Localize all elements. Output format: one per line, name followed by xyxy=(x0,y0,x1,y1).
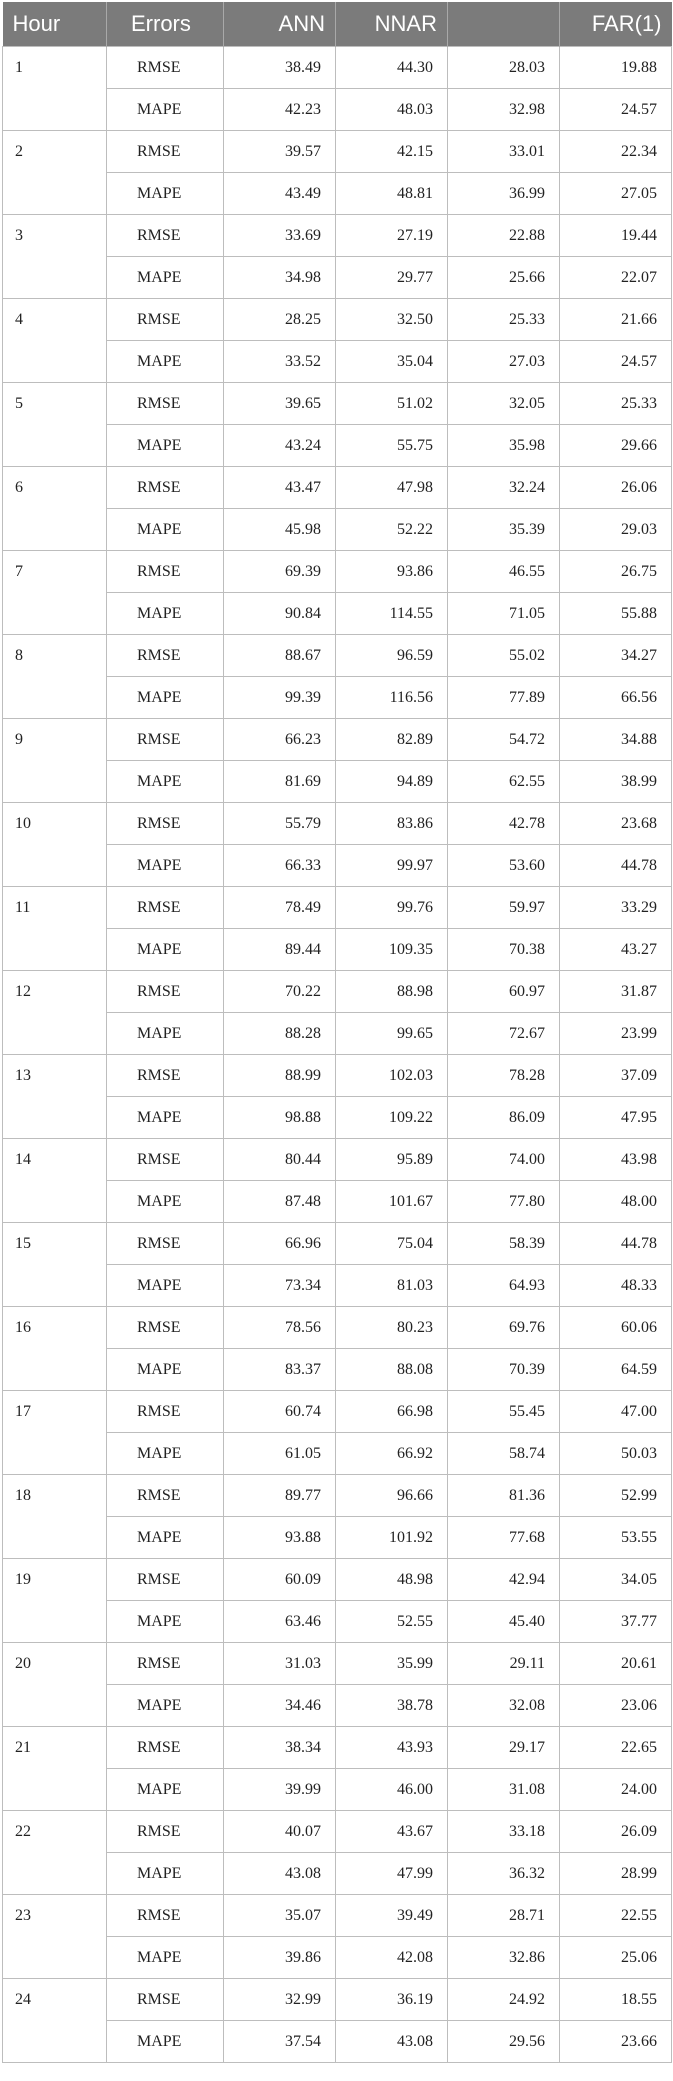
value-cell: 24.57 xyxy=(560,341,672,383)
value-cell: 60.97 xyxy=(448,971,560,1013)
error-table xyxy=(2,2,672,2063)
value-cell: 37.54 xyxy=(224,2021,336,2063)
table-header xyxy=(3,2,672,47)
value-cell: 32.50 xyxy=(336,299,448,341)
hour-cell: 24 xyxy=(3,1979,107,2063)
value-cell: 23.99 xyxy=(560,1013,672,1055)
error-type-cell: RMSE xyxy=(107,1307,224,1349)
value-cell: 26.75 xyxy=(560,551,672,593)
error-type-cell: RMSE xyxy=(107,131,224,173)
hour-cell: 12 xyxy=(3,971,107,1055)
value-cell: 24.00 xyxy=(560,1769,672,1811)
hour-cell: 1 xyxy=(3,47,107,131)
value-cell: 99.65 xyxy=(336,1013,448,1055)
value-cell: 31.87 xyxy=(560,971,672,1013)
table-row-rmse xyxy=(3,1727,672,1769)
value-cell: 60.74 xyxy=(224,1391,336,1433)
value-cell: 75.04 xyxy=(336,1223,448,1265)
table-row-rmse xyxy=(3,1979,672,2021)
value-cell: 81.36 xyxy=(448,1475,560,1517)
value-cell: 70.39 xyxy=(448,1349,560,1391)
error-type-cell: MAPE xyxy=(107,1517,224,1559)
table-row-rmse xyxy=(3,1559,672,1601)
error-type-cell: RMSE xyxy=(107,887,224,929)
table-row-rmse xyxy=(3,971,672,1013)
value-cell: 82.89 xyxy=(336,719,448,761)
value-cell: 53.55 xyxy=(560,1517,672,1559)
value-cell: 43.08 xyxy=(336,2021,448,2063)
value-cell: 36.19 xyxy=(336,1979,448,2021)
value-cell: 43.93 xyxy=(336,1727,448,1769)
value-cell: 39.86 xyxy=(224,1937,336,1979)
value-cell: 55.75 xyxy=(336,425,448,467)
value-cell: 38.49 xyxy=(224,47,336,89)
hour-cell: 4 xyxy=(3,299,107,383)
table-body xyxy=(3,47,672,2063)
value-cell: 36.32 xyxy=(448,1853,560,1895)
hour-cell: 8 xyxy=(3,635,107,719)
value-cell: 96.66 xyxy=(336,1475,448,1517)
value-cell: 44.78 xyxy=(560,845,672,887)
error-type-cell: MAPE xyxy=(107,677,224,719)
value-cell: 32.99 xyxy=(224,1979,336,2021)
value-cell: 74.00 xyxy=(448,1139,560,1181)
value-cell: 70.38 xyxy=(448,929,560,971)
value-cell: 66.23 xyxy=(224,719,336,761)
error-type-cell: MAPE xyxy=(107,1349,224,1391)
value-cell: 24.92 xyxy=(448,1979,560,2021)
value-cell: 93.88 xyxy=(224,1517,336,1559)
error-type-cell: MAPE xyxy=(107,845,224,887)
value-cell: 94.89 xyxy=(336,761,448,803)
hour-cell: 17 xyxy=(3,1391,107,1475)
value-cell: 48.33 xyxy=(560,1265,672,1307)
value-cell: 22.34 xyxy=(560,131,672,173)
value-cell: 29.17 xyxy=(448,1727,560,1769)
value-cell: 23.68 xyxy=(560,803,672,845)
header-far1: FAR(1) xyxy=(560,2,672,47)
value-cell: 72.67 xyxy=(448,1013,560,1055)
value-cell: 37.09 xyxy=(560,1055,672,1097)
value-cell: 43.08 xyxy=(224,1853,336,1895)
header-row xyxy=(3,2,672,47)
value-cell: 48.98 xyxy=(336,1559,448,1601)
value-cell: 29.66 xyxy=(560,425,672,467)
value-cell: 28.25 xyxy=(224,299,336,341)
value-cell: 88.08 xyxy=(336,1349,448,1391)
value-cell: 102.03 xyxy=(336,1055,448,1097)
error-type-cell: RMSE xyxy=(107,1727,224,1769)
value-cell: 83.86 xyxy=(336,803,448,845)
value-cell: 47.00 xyxy=(560,1391,672,1433)
value-cell: 40.07 xyxy=(224,1811,336,1853)
value-cell: 42.15 xyxy=(336,131,448,173)
value-cell: 52.55 xyxy=(336,1601,448,1643)
value-cell: 51.02 xyxy=(336,383,448,425)
hour-cell: 3 xyxy=(3,215,107,299)
value-cell: 28.99 xyxy=(560,1853,672,1895)
value-cell: 81.03 xyxy=(336,1265,448,1307)
error-type-cell: MAPE xyxy=(107,1097,224,1139)
value-cell: 42.78 xyxy=(448,803,560,845)
error-type-cell: RMSE xyxy=(107,551,224,593)
error-type-cell: MAPE xyxy=(107,173,224,215)
value-cell: 58.39 xyxy=(448,1223,560,1265)
header-blank xyxy=(448,2,560,47)
value-cell: 42.94 xyxy=(448,1559,560,1601)
value-cell: 55.79 xyxy=(224,803,336,845)
error-type-cell: RMSE xyxy=(107,1055,224,1097)
value-cell: 19.44 xyxy=(560,215,672,257)
value-cell: 47.98 xyxy=(336,467,448,509)
value-cell: 29.11 xyxy=(448,1643,560,1685)
table-row-rmse xyxy=(3,803,672,845)
value-cell: 35.39 xyxy=(448,509,560,551)
value-cell: 48.03 xyxy=(336,89,448,131)
error-type-cell: RMSE xyxy=(107,1223,224,1265)
error-type-cell: RMSE xyxy=(107,467,224,509)
error-type-cell: RMSE xyxy=(107,803,224,845)
value-cell: 29.03 xyxy=(560,509,672,551)
value-cell: 101.67 xyxy=(336,1181,448,1223)
table-row-rmse xyxy=(3,215,672,257)
value-cell: 22.07 xyxy=(560,257,672,299)
value-cell: 22.65 xyxy=(560,1727,672,1769)
value-cell: 55.02 xyxy=(448,635,560,677)
value-cell: 98.88 xyxy=(224,1097,336,1139)
value-cell: 96.59 xyxy=(336,635,448,677)
header-nnar: NNAR xyxy=(336,2,448,47)
value-cell: 50.03 xyxy=(560,1433,672,1475)
value-cell: 46.00 xyxy=(336,1769,448,1811)
value-cell: 69.76 xyxy=(448,1307,560,1349)
value-cell: 28.03 xyxy=(448,47,560,89)
table-row-rmse xyxy=(3,1895,672,1937)
value-cell: 34.98 xyxy=(224,257,336,299)
error-table-container xyxy=(2,2,671,2063)
value-cell: 109.35 xyxy=(336,929,448,971)
value-cell: 27.05 xyxy=(560,173,672,215)
table-row-rmse xyxy=(3,47,672,89)
value-cell: 32.24 xyxy=(448,467,560,509)
table-row-rmse xyxy=(3,299,672,341)
value-cell: 80.23 xyxy=(336,1307,448,1349)
value-cell: 83.37 xyxy=(224,1349,336,1391)
table-row-rmse xyxy=(3,1475,672,1517)
error-type-cell: RMSE xyxy=(107,299,224,341)
table-row-rmse xyxy=(3,719,672,761)
value-cell: 88.98 xyxy=(336,971,448,1013)
error-type-cell: MAPE xyxy=(107,509,224,551)
value-cell: 101.92 xyxy=(336,1517,448,1559)
value-cell: 34.88 xyxy=(560,719,672,761)
value-cell: 23.06 xyxy=(560,1685,672,1727)
value-cell: 25.66 xyxy=(448,257,560,299)
error-type-cell: MAPE xyxy=(107,1853,224,1895)
error-type-cell: RMSE xyxy=(107,1643,224,1685)
value-cell: 33.29 xyxy=(560,887,672,929)
value-cell: 59.97 xyxy=(448,887,560,929)
error-type-cell: RMSE xyxy=(107,1895,224,1937)
value-cell: 62.55 xyxy=(448,761,560,803)
error-type-cell: RMSE xyxy=(107,1139,224,1181)
value-cell: 99.76 xyxy=(336,887,448,929)
value-cell: 27.03 xyxy=(448,341,560,383)
value-cell: 53.60 xyxy=(448,845,560,887)
header-ann: ANN xyxy=(224,2,336,47)
value-cell: 33.18 xyxy=(448,1811,560,1853)
value-cell: 33.01 xyxy=(448,131,560,173)
value-cell: 48.81 xyxy=(336,173,448,215)
value-cell: 39.49 xyxy=(336,1895,448,1937)
error-type-cell: MAPE xyxy=(107,1937,224,1979)
value-cell: 89.44 xyxy=(224,929,336,971)
table-row-rmse xyxy=(3,1391,672,1433)
value-cell: 88.67 xyxy=(224,635,336,677)
error-type-cell: MAPE xyxy=(107,257,224,299)
value-cell: 54.72 xyxy=(448,719,560,761)
error-type-cell: RMSE xyxy=(107,1979,224,2021)
error-type-cell: RMSE xyxy=(107,1559,224,1601)
table-row-rmse xyxy=(3,1811,672,1853)
error-type-cell: RMSE xyxy=(107,1391,224,1433)
hour-cell: 15 xyxy=(3,1223,107,1307)
value-cell: 58.74 xyxy=(448,1433,560,1475)
error-type-cell: RMSE xyxy=(107,383,224,425)
error-type-cell: RMSE xyxy=(107,719,224,761)
value-cell: 32.98 xyxy=(448,89,560,131)
value-cell: 43.47 xyxy=(224,467,336,509)
value-cell: 77.89 xyxy=(448,677,560,719)
error-type-cell: RMSE xyxy=(107,971,224,1013)
value-cell: 87.48 xyxy=(224,1181,336,1223)
hour-cell: 14 xyxy=(3,1139,107,1223)
error-type-cell: MAPE xyxy=(107,1769,224,1811)
value-cell: 60.09 xyxy=(224,1559,336,1601)
value-cell: 25.33 xyxy=(448,299,560,341)
error-type-cell: MAPE xyxy=(107,1685,224,1727)
value-cell: 31.08 xyxy=(448,1769,560,1811)
table-row-rmse xyxy=(3,635,672,677)
value-cell: 77.68 xyxy=(448,1517,560,1559)
value-cell: 95.89 xyxy=(336,1139,448,1181)
table-row-rmse xyxy=(3,1643,672,1685)
value-cell: 77.80 xyxy=(448,1181,560,1223)
value-cell: 22.88 xyxy=(448,215,560,257)
hour-cell: 7 xyxy=(3,551,107,635)
value-cell: 90.84 xyxy=(224,593,336,635)
error-type-cell: RMSE xyxy=(107,635,224,677)
value-cell: 29.56 xyxy=(448,2021,560,2063)
value-cell: 35.07 xyxy=(224,1895,336,1937)
table-row-rmse xyxy=(3,383,672,425)
value-cell: 33.52 xyxy=(224,341,336,383)
table-row-rmse xyxy=(3,1139,672,1181)
value-cell: 73.34 xyxy=(224,1265,336,1307)
value-cell: 99.39 xyxy=(224,677,336,719)
error-type-cell: MAPE xyxy=(107,89,224,131)
value-cell: 43.49 xyxy=(224,173,336,215)
value-cell: 63.46 xyxy=(224,1601,336,1643)
value-cell: 88.28 xyxy=(224,1013,336,1055)
value-cell: 66.96 xyxy=(224,1223,336,1265)
value-cell: 93.86 xyxy=(336,551,448,593)
value-cell: 86.09 xyxy=(448,1097,560,1139)
value-cell: 42.23 xyxy=(224,89,336,131)
value-cell: 43.98 xyxy=(560,1139,672,1181)
value-cell: 18.55 xyxy=(560,1979,672,2021)
value-cell: 78.56 xyxy=(224,1307,336,1349)
value-cell: 66.33 xyxy=(224,845,336,887)
value-cell: 55.45 xyxy=(448,1391,560,1433)
value-cell: 34.27 xyxy=(560,635,672,677)
value-cell: 64.93 xyxy=(448,1265,560,1307)
table-row-rmse xyxy=(3,1055,672,1097)
hour-cell: 16 xyxy=(3,1307,107,1391)
value-cell: 25.06 xyxy=(560,1937,672,1979)
value-cell: 36.99 xyxy=(448,173,560,215)
value-cell: 32.08 xyxy=(448,1685,560,1727)
value-cell: 34.46 xyxy=(224,1685,336,1727)
value-cell: 46.55 xyxy=(448,551,560,593)
error-type-cell: MAPE xyxy=(107,2021,224,2063)
value-cell: 22.55 xyxy=(560,1895,672,1937)
value-cell: 35.99 xyxy=(336,1643,448,1685)
value-cell: 33.69 xyxy=(224,215,336,257)
value-cell: 78.49 xyxy=(224,887,336,929)
value-cell: 45.98 xyxy=(224,509,336,551)
error-type-cell: MAPE xyxy=(107,761,224,803)
value-cell: 26.06 xyxy=(560,467,672,509)
value-cell: 70.22 xyxy=(224,971,336,1013)
value-cell: 32.86 xyxy=(448,1937,560,1979)
hour-cell: 6 xyxy=(3,467,107,551)
value-cell: 24.57 xyxy=(560,89,672,131)
error-type-cell: RMSE xyxy=(107,1475,224,1517)
value-cell: 29.77 xyxy=(336,257,448,299)
value-cell: 78.28 xyxy=(448,1055,560,1097)
value-cell: 39.65 xyxy=(224,383,336,425)
value-cell: 37.77 xyxy=(560,1601,672,1643)
hour-cell: 13 xyxy=(3,1055,107,1139)
hour-cell: 5 xyxy=(3,383,107,467)
value-cell: 69.39 xyxy=(224,551,336,593)
value-cell: 89.77 xyxy=(224,1475,336,1517)
table-row-rmse xyxy=(3,131,672,173)
error-type-cell: RMSE xyxy=(107,1811,224,1853)
error-type-cell: MAPE xyxy=(107,1265,224,1307)
header-hour: Hour xyxy=(3,2,107,47)
value-cell: 66.56 xyxy=(560,677,672,719)
value-cell: 48.00 xyxy=(560,1181,672,1223)
table-row-rmse xyxy=(3,1223,672,1265)
hour-cell: 9 xyxy=(3,719,107,803)
value-cell: 28.71 xyxy=(448,1895,560,1937)
error-type-cell: MAPE xyxy=(107,1601,224,1643)
value-cell: 38.78 xyxy=(336,1685,448,1727)
value-cell: 55.88 xyxy=(560,593,672,635)
value-cell: 99.97 xyxy=(336,845,448,887)
value-cell: 66.98 xyxy=(336,1391,448,1433)
error-type-cell: RMSE xyxy=(107,47,224,89)
value-cell: 27.19 xyxy=(336,215,448,257)
error-type-cell: MAPE xyxy=(107,1181,224,1223)
value-cell: 52.99 xyxy=(560,1475,672,1517)
hour-cell: 19 xyxy=(3,1559,107,1643)
error-type-cell: MAPE xyxy=(107,929,224,971)
value-cell: 32.05 xyxy=(448,383,560,425)
value-cell: 19.88 xyxy=(560,47,672,89)
value-cell: 25.33 xyxy=(560,383,672,425)
value-cell: 42.08 xyxy=(336,1937,448,1979)
value-cell: 60.06 xyxy=(560,1307,672,1349)
error-type-cell: MAPE xyxy=(107,1013,224,1055)
hour-cell: 20 xyxy=(3,1643,107,1727)
value-cell: 109.22 xyxy=(336,1097,448,1139)
value-cell: 116.56 xyxy=(336,677,448,719)
hour-cell: 11 xyxy=(3,887,107,971)
value-cell: 23.66 xyxy=(560,2021,672,2063)
value-cell: 39.57 xyxy=(224,131,336,173)
table-row-rmse xyxy=(3,467,672,509)
value-cell: 43.67 xyxy=(336,1811,448,1853)
value-cell: 26.09 xyxy=(560,1811,672,1853)
value-cell: 35.04 xyxy=(336,341,448,383)
value-cell: 45.40 xyxy=(448,1601,560,1643)
hour-cell: 2 xyxy=(3,131,107,215)
value-cell: 44.78 xyxy=(560,1223,672,1265)
value-cell: 64.59 xyxy=(560,1349,672,1391)
value-cell: 81.69 xyxy=(224,761,336,803)
value-cell: 38.99 xyxy=(560,761,672,803)
value-cell: 21.66 xyxy=(560,299,672,341)
value-cell: 31.03 xyxy=(224,1643,336,1685)
hour-cell: 21 xyxy=(3,1727,107,1811)
value-cell: 61.05 xyxy=(224,1433,336,1475)
header-errors: Errors xyxy=(107,2,224,47)
value-cell: 80.44 xyxy=(224,1139,336,1181)
hour-cell: 23 xyxy=(3,1895,107,1979)
error-type-cell: MAPE xyxy=(107,593,224,635)
error-type-cell: RMSE xyxy=(107,215,224,257)
value-cell: 114.55 xyxy=(336,593,448,635)
value-cell: 20.61 xyxy=(560,1643,672,1685)
value-cell: 38.34 xyxy=(224,1727,336,1769)
error-type-cell: MAPE xyxy=(107,341,224,383)
error-type-cell: MAPE xyxy=(107,1433,224,1475)
hour-cell: 10 xyxy=(3,803,107,887)
value-cell: 47.95 xyxy=(560,1097,672,1139)
value-cell: 34.05 xyxy=(560,1559,672,1601)
hour-cell: 18 xyxy=(3,1475,107,1559)
table-row-rmse xyxy=(3,887,672,929)
value-cell: 43.27 xyxy=(560,929,672,971)
value-cell: 52.22 xyxy=(336,509,448,551)
error-type-cell: MAPE xyxy=(107,425,224,467)
table-row-rmse xyxy=(3,551,672,593)
value-cell: 35.98 xyxy=(448,425,560,467)
value-cell: 66.92 xyxy=(336,1433,448,1475)
value-cell: 43.24 xyxy=(224,425,336,467)
hour-cell: 22 xyxy=(3,1811,107,1895)
table-row-rmse xyxy=(3,1307,672,1349)
value-cell: 44.30 xyxy=(336,47,448,89)
value-cell: 47.99 xyxy=(336,1853,448,1895)
value-cell: 88.99 xyxy=(224,1055,336,1097)
value-cell: 71.05 xyxy=(448,593,560,635)
value-cell: 39.99 xyxy=(224,1769,336,1811)
